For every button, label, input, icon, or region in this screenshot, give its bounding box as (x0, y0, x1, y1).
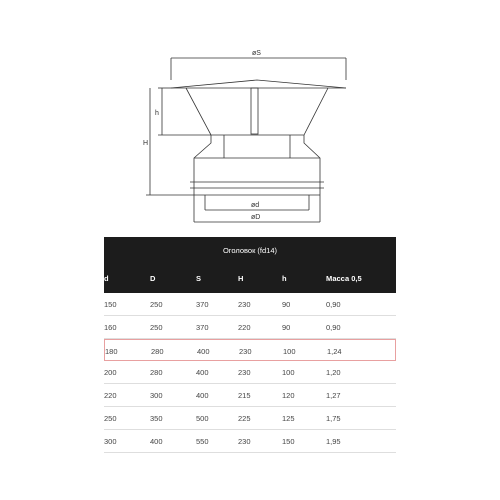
table-cell: 1,20 (326, 368, 341, 377)
table-title: Оголовок (fd14) (222, 246, 278, 255)
table-cell: 400 (150, 437, 163, 446)
table-cell: 250 (104, 414, 117, 423)
table-cell: 215 (238, 391, 251, 400)
table-row (104, 407, 396, 430)
table-cell: 200 (104, 368, 117, 377)
table-row-highlighted (104, 339, 396, 361)
dimension-label-D: øD (251, 214, 261, 221)
table-cell: 300 (104, 437, 117, 446)
table-cell: 1,75 (326, 414, 341, 423)
column-headers (104, 274, 396, 286)
table-cell: 220 (238, 323, 251, 332)
table-cell: 220 (104, 391, 117, 400)
table-cell: 550 (196, 437, 209, 446)
table-cell: 230 (238, 437, 251, 446)
table-cell: 90 (282, 323, 291, 332)
dimension-label-h: h (155, 110, 159, 117)
table-cell: 160 (104, 323, 117, 332)
table-row (104, 293, 396, 316)
table-cell: 225 (238, 414, 251, 423)
table-cell: 230 (238, 368, 251, 377)
column-header-d: d (104, 274, 109, 283)
table-row (104, 316, 396, 339)
table-cell: 370 (196, 300, 209, 309)
table-cell: 280 (150, 368, 163, 377)
table-cell: 180 (105, 347, 118, 356)
table-cell: 250 (150, 323, 163, 332)
table-row (104, 361, 396, 384)
table-cell: 90 (282, 300, 291, 309)
table-cell: 400 (197, 347, 210, 356)
table-cell: 280 (151, 347, 164, 356)
table-cell: 0,90 (326, 323, 341, 332)
table-row (104, 430, 396, 453)
dimension-label-H: H (143, 140, 149, 147)
column-header-H: H (238, 274, 244, 283)
table-cell: 150 (282, 437, 295, 446)
table-cell: 230 (238, 300, 251, 309)
dimension-label-S: øS (252, 50, 261, 57)
table-cell: 230 (239, 347, 252, 356)
table-cell: 400 (196, 368, 209, 377)
table-cell: 370 (196, 323, 209, 332)
table-cell: 150 (104, 300, 117, 309)
column-header-h: h (282, 274, 287, 283)
spec-table (104, 237, 396, 453)
table-cell: 0,90 (326, 300, 341, 309)
table-cell: 400 (196, 391, 209, 400)
table-row (104, 384, 396, 407)
column-header-S: S (196, 274, 202, 283)
table-cell: 500 (196, 414, 209, 423)
technical-drawing (0, 0, 500, 236)
chimney-cap-drawing (0, 0, 500, 236)
table-cell: 120 (282, 391, 295, 400)
table-cell: 100 (283, 347, 296, 356)
table-cell: 1,24 (327, 347, 342, 356)
table-cell: 250 (150, 300, 163, 309)
table-cell: 125 (282, 414, 295, 423)
column-header-D: D (150, 274, 156, 283)
table-cell: 100 (282, 368, 295, 377)
table-cell: 1,95 (326, 437, 341, 446)
table-header (104, 237, 396, 293)
dimension-label-d: ød (251, 202, 260, 209)
column-header-mass: Масса 0,5 (326, 274, 362, 283)
table-cell: 1,27 (326, 391, 341, 400)
table-cell: 350 (150, 414, 163, 423)
table-cell: 300 (150, 391, 163, 400)
